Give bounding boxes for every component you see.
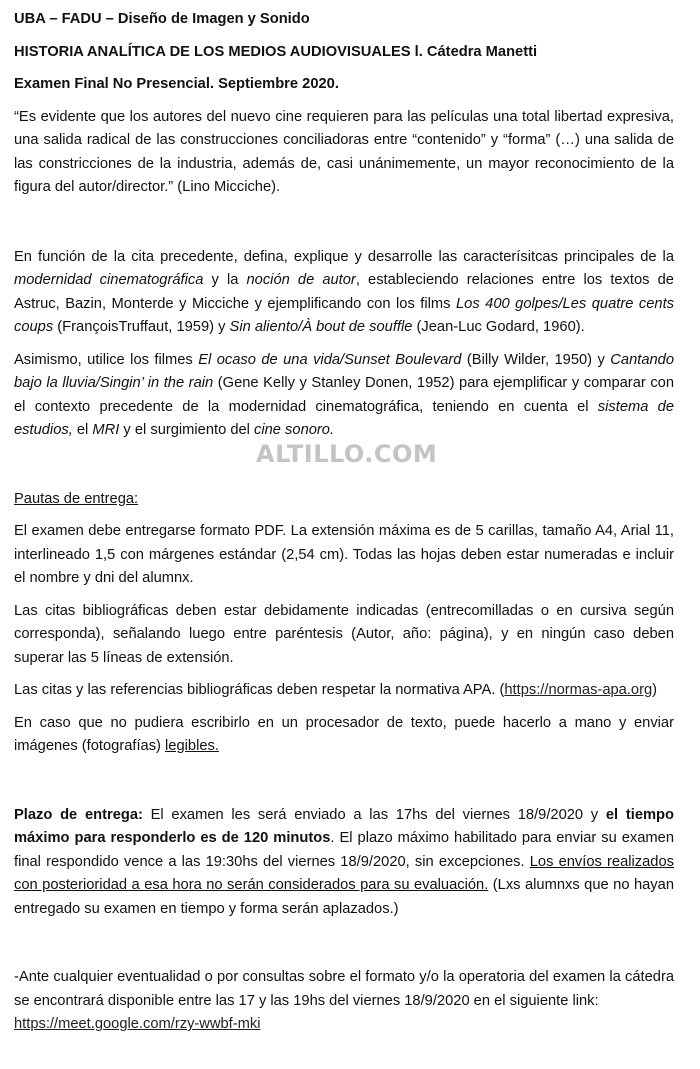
header-institution: UBA – FADU – Diseño de Imagen y Sonido <box>14 11 310 27</box>
pautas-title: Pautas de entrega: <box>14 490 139 507</box>
quote-paragraph: “Es evidente que los autores del nuevo cine requieren para las películas una total libertad expresiva, una salida radical de las construcciones conciliadoras entre “contenido” y “forma” (…) una salida de las constricciones de la industria, además de, casi unánimemente, un mayor reconocimiento de la figura del autor/director.” (Lino Micciche). <box>14 108 674 195</box>
altillo-watermark: ALTILLO.COM <box>256 440 438 468</box>
exam-document <box>14 8 674 1037</box>
contacto-link-line <box>14 1013 674 1037</box>
plazo-paragraph: Plazo de entrega: El examen les será enviado a las 17hs del viernes 18/9/2020 y el tiempo máximo para responderlo es de 120 minutos. El plazo máximo habilitado para enviar su examen final respondido vence a las 19:30hs del viernes 18/9/2020, sin excepciones. Los envíos realizados con posterioridad a esa hora no serán considerados para su evaluación. (Lxs alumnxs que no hayan entregado su examen en tiempo y forma serán aplazados.) <box>14 806 675 917</box>
task-paragraph-2: Asimismo, utilice los filmes El ocaso de una vida/Sunset Boulevard (Billy Wilder, 1950) y Cantando bajo la lluvia/Singin’ in the rain (Gene Kelly y Stanley Donen, 1952) para ejemplificar y comparar con el contexto precedente de la modernidad cinematográfica, teniendo en cuenta el sistema de estudios, el MRI y el surgimiento del cine sonoro. <box>14 351 674 438</box>
meet-link[interactable]: https://meet.google.com/rzy-wwbf-mki <box>14 1016 261 1032</box>
pautas-paragraph-apa: Las citas y las referencias bibliográficas deben respetar la normativa APA. (https://normas-apa.org) <box>14 682 658 698</box>
pautas-paragraph-manuscrito: En caso que no pudiera escribirlo en un procesador de texto, puede hacerlo a mano y enviar imágenes (fotografías) legibles. <box>14 714 674 754</box>
task-paragraph-1: En función de la cita precedente, defina, explique y desarrolle las caracterísitcas principales de la modernidad cinematográfica y la noción de autor, estableciendo relaciones entre los textos de Astruc, Bazin, Monterde y Micciche y ejemplificando con los films Los 400 golpes/Les quatre cents coups (FrançoisTruffaut, 1959) y Sin aliento/À bout de souffle (Jean-Luc Godard, 1960). <box>14 248 674 335</box>
pautas-paragraph-citas: Las citas bibliográficas deben estar debidamente indicadas (entrecomilladas o en cursiva según corresponda), señalando luego entre paréntesis (Autor, año: página), y en ningún caso deben superar las 5 líneas de extensión. <box>14 602 674 666</box>
pautas-paragraph-format: El examen debe entregarse formato PDF. La extensión máxima es de 5 carillas, tamaño A4, Arial 11, interlineado 1,5 con márgenes estándar (2,54 cm). Todas las hojas deben estar numeradas e incluir el nombre y dni del alumnx. <box>14 523 674 586</box>
contacto-paragraph: -Ante cualquier eventualidad o por consultas sobre el formato y/o la operatoria del examen la cátedra se encontrará disponible entre las 17 y las 19hs del viernes 18/9/2020 en el siguiente link: <box>14 969 674 1009</box>
header-course: HISTORIA ANALÍTICA DE LOS MEDIOS AUDIOVISUALES l. Cátedra Manetti <box>14 43 538 60</box>
apa-link[interactable]: https://normas-apa.org <box>504 682 653 698</box>
header-exam-title: Examen Final No Presencial. Septiembre 2020. <box>14 76 339 92</box>
